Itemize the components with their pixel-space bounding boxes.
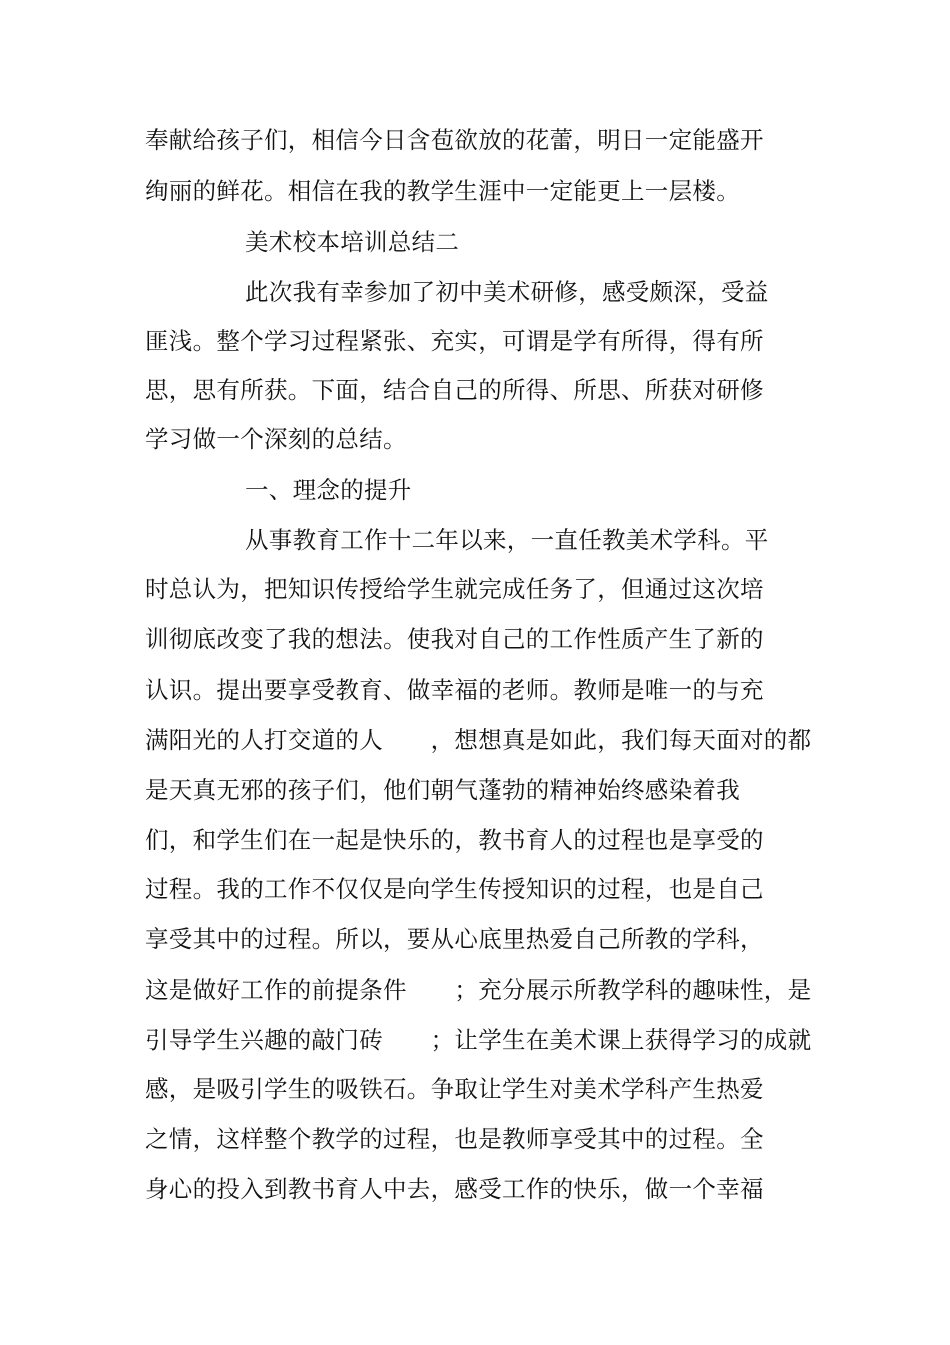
text-line: 过程。我的工作不仅仅是向学生传授知识的过程，也是自己 — [145, 875, 764, 903]
text-line: 引导学生兴趣的敲门砖 ；让学生在美术课上获得学习的成就 — [145, 1026, 812, 1054]
text-line: 是天真无邪的孩子们，他们朝气蓬勃的精神始终感染着我 — [145, 776, 740, 804]
paragraph-first-line: 从事教育工作十二年以来，一直任教美术学科。平 — [245, 526, 769, 554]
text-line: 享受其中的过程。所以，要从心底里热爱自己所教的学科， — [145, 925, 764, 953]
subheading: 一、理念的提升 — [245, 476, 412, 504]
section-title: 美术校本培训总结二 — [245, 228, 460, 256]
text-line: 满阳光的人打交道的人 ，想想真是如此，我们每天面对的都 — [145, 726, 812, 754]
text-line: 身心的投入到教书育人中去，感受工作的快乐，做一个幸福 — [145, 1175, 764, 1203]
text-line: 思，思有所获。下面，结合自己的所得、所思、所获对研修 — [145, 376, 764, 404]
text-line: 感，是吸引学生的吸铁石。争取让学生对美术学科产生热爱 — [145, 1075, 764, 1103]
text-line: 认识。提出要享受教育、做幸福的老师。教师是唯一的与充 — [145, 676, 764, 704]
text-line: 匪浅。整个学习过程紧张、充实，可谓是学有所得，得有所 — [145, 327, 764, 355]
text-line: 这是做好工作的前提条件 ；充分展示所教学科的趣味性，是 — [145, 976, 812, 1004]
text-line: 时总认为，把知识传授给学生就完成任务了，但通过这次培 — [145, 575, 764, 603]
text-line: 学习做一个深刻的总结。 — [145, 425, 407, 453]
text-line: 绚丽的鲜花。相信在我的教学生涯中一定能更上一层楼。 — [145, 177, 740, 205]
text-line: 训彻底改变了我的想法。使我对自己的工作性质产生了新的 — [145, 625, 764, 653]
text-line: 之情，这样整个教学的过程，也是教师享受其中的过程。全 — [145, 1125, 764, 1153]
text-line: 们，和学生们在一起是快乐的，教书育人的过程也是享受的 — [145, 826, 764, 854]
text-line: 奉献给孩子们，相信今日含苞欲放的花蕾，明日一定能盛开 — [145, 126, 764, 154]
paragraph-first-line: 此次我有幸参加了初中美术研修，感受颇深，受益 — [245, 278, 769, 306]
